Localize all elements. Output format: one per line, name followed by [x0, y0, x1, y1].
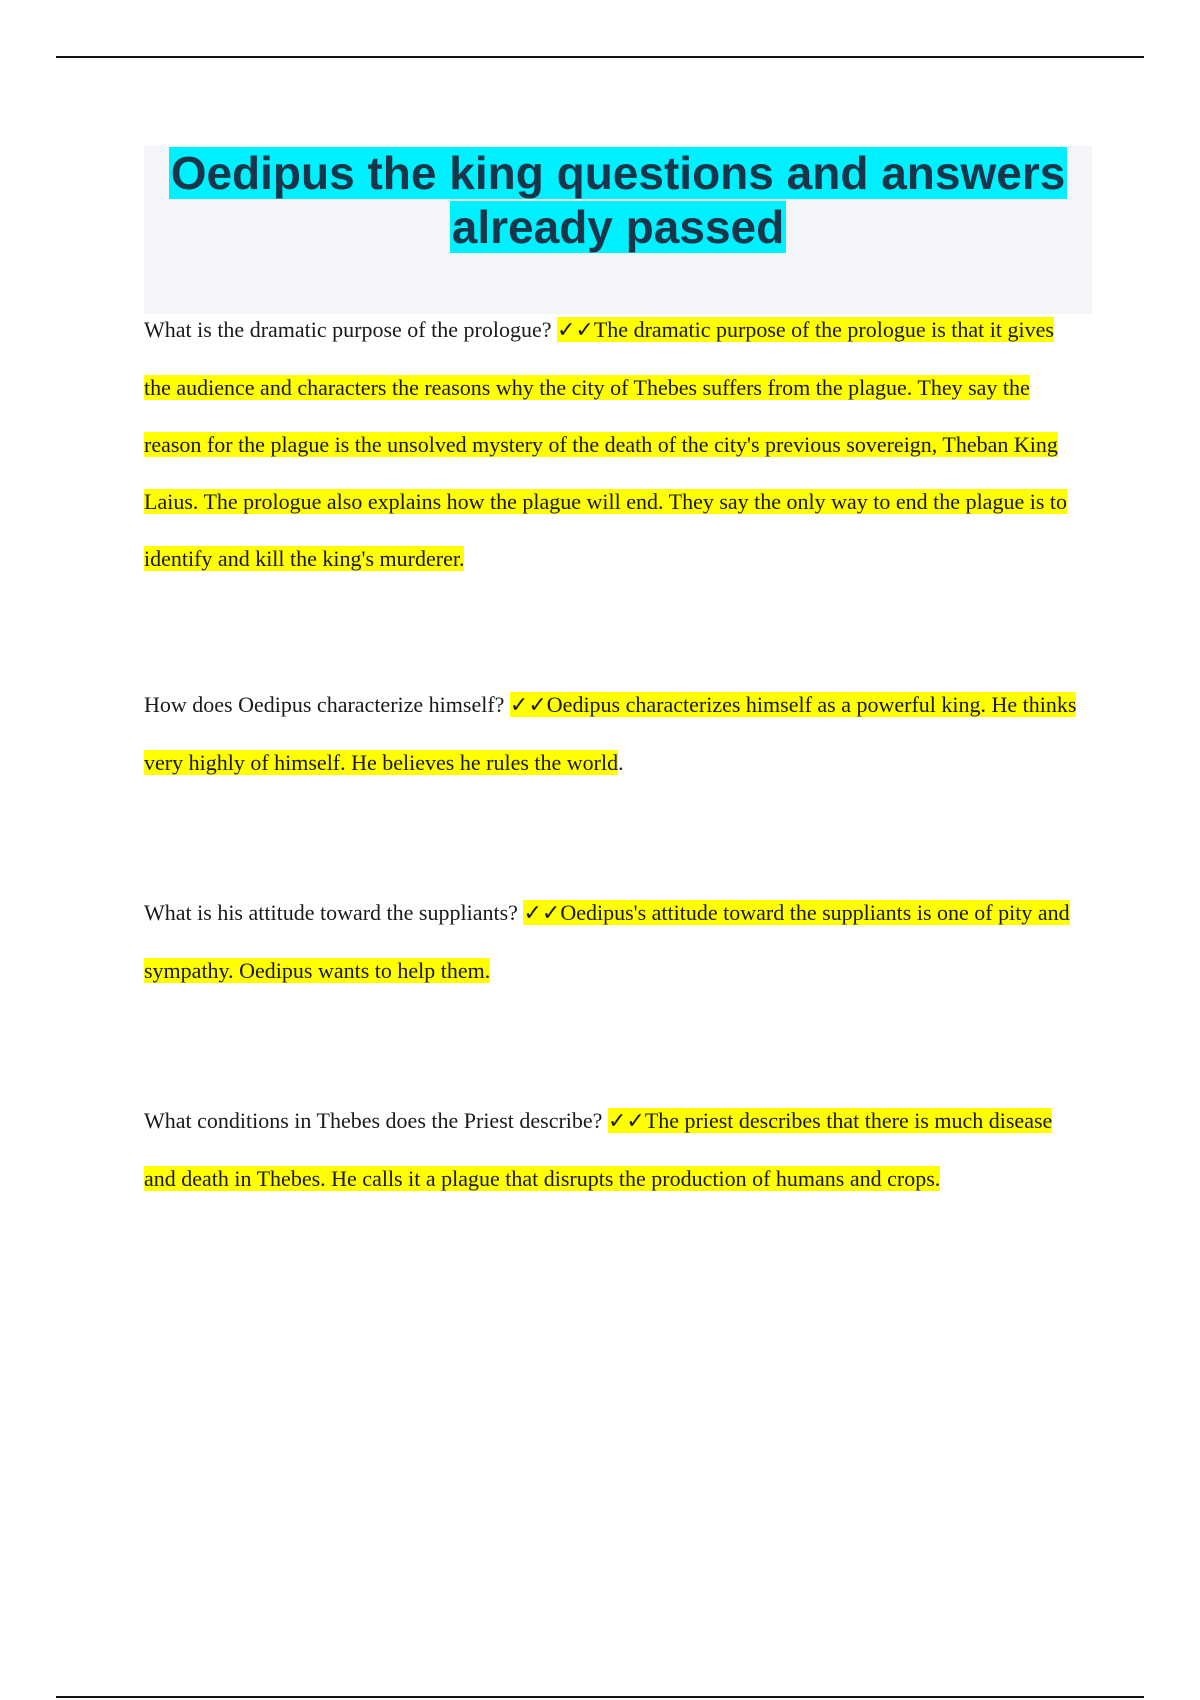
- question-text: What conditions in Thebes does the Priest describe?: [144, 1108, 608, 1133]
- document-title-line-2: already passed: [451, 201, 785, 253]
- double-check-icon: ✓✓: [556, 318, 594, 343]
- qa-item: [144, 676, 1084, 791]
- document-title-line-1: Oedipus the king questions and answers: [170, 147, 1066, 199]
- header-rule: [56, 56, 1144, 58]
- qa-item: [144, 301, 1084, 587]
- double-check-icon: ✓✓: [509, 693, 547, 718]
- qa-item: [144, 884, 1084, 999]
- footer-rule: [56, 1696, 1144, 1698]
- answer-highlight: [144, 317, 1067, 571]
- qa-item: [144, 1092, 1084, 1207]
- answer-text: Oedipus's attitude toward the suppliants is one of pity and sympathy. Oedipus wants to help them.: [144, 900, 1070, 983]
- answer-tail: .: [618, 750, 624, 775]
- answer-text: Oedipus characterizes himself as a powerful king. He thinks very highly of himself. He believes he rules the world: [144, 692, 1077, 775]
- question-text: What is the dramatic purpose of the prologue?: [144, 317, 557, 342]
- double-check-icon: ✓✓: [523, 901, 561, 926]
- title-block: [144, 146, 1092, 314]
- answer-text: The dramatic purpose of the prologue is that it gives the audience and characters the reasons why the city of Thebes suffers from the plague. They say the reason for the plague is the unsolved mystery of the death of the city's previous sovereign, Theban King Laius. The prologue also explains how the plague will end. They say the only way to end the plague is to identify and kill the king's murderer.: [144, 317, 1067, 571]
- question-text: How does Oedipus characterize himself?: [144, 692, 510, 717]
- question-text: What is his attitude toward the suppliants?: [144, 900, 524, 925]
- answer-text: The priest describes that there is much disease and death in Thebes. He calls it a plague that disrupts the production of humans and crops.: [144, 1108, 1053, 1191]
- double-check-icon: ✓✓: [607, 1109, 645, 1134]
